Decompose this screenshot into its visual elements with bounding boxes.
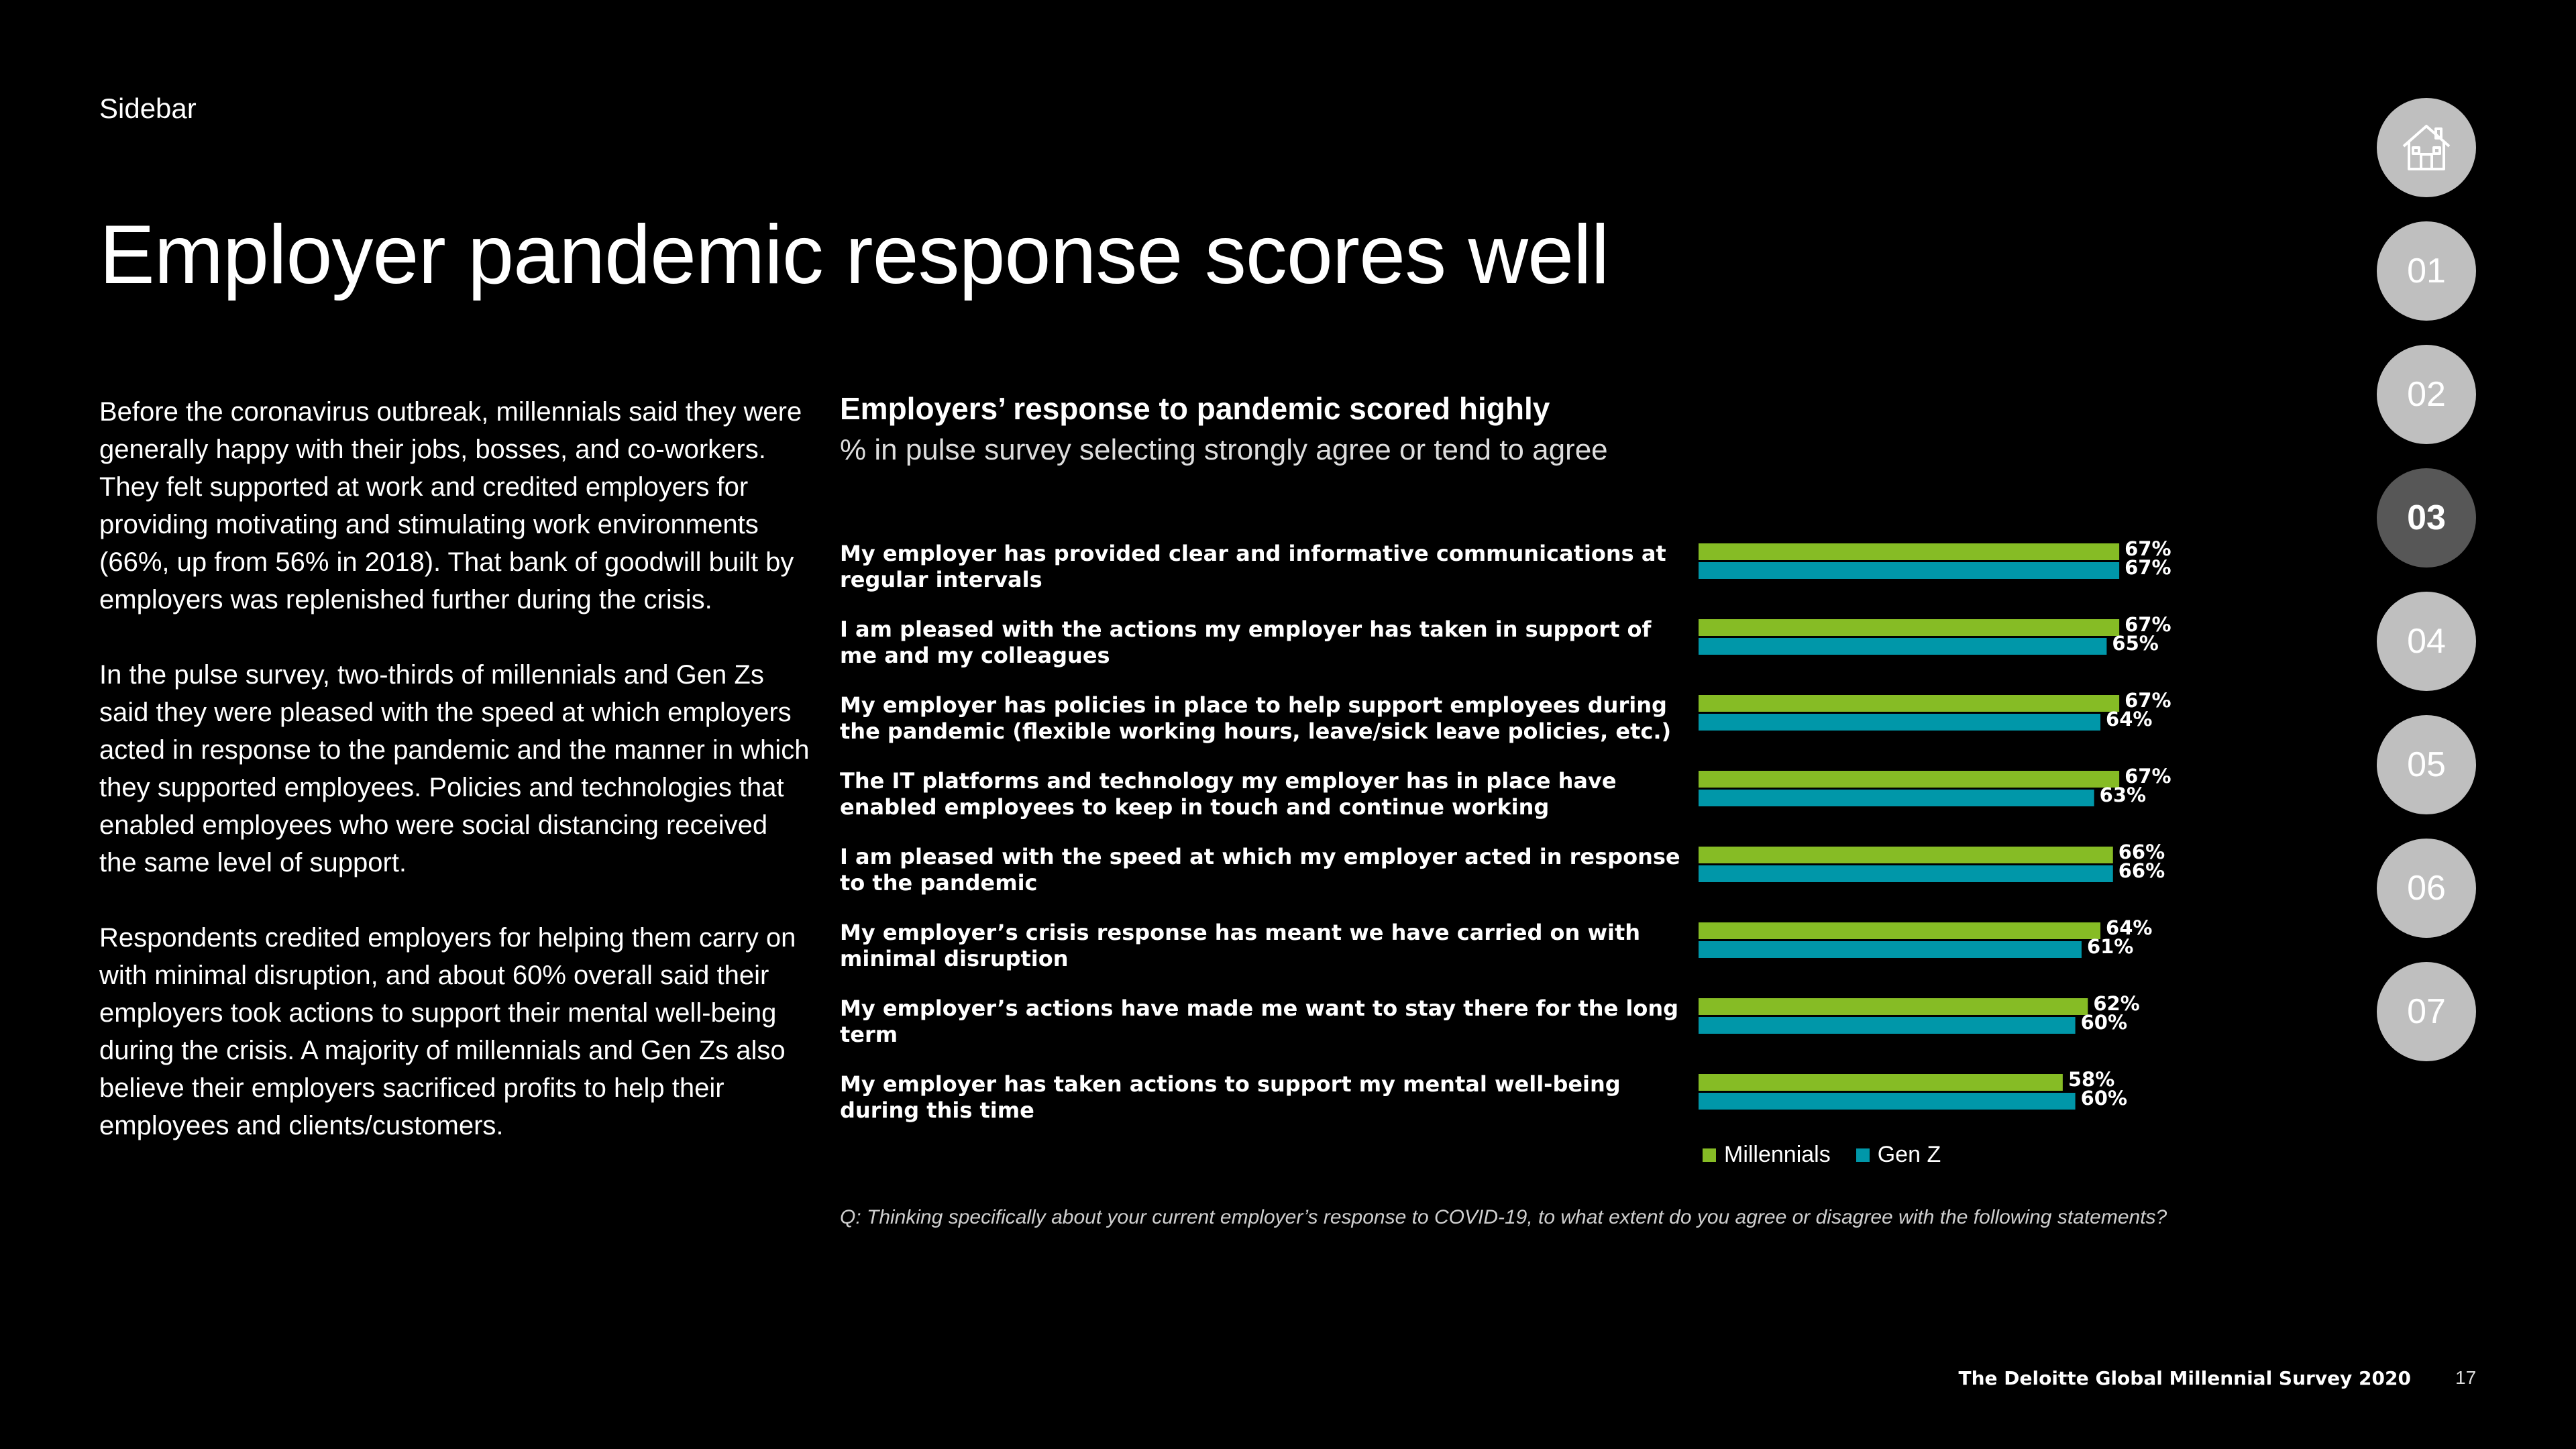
data-label-millennials: 62% (2093, 992, 2140, 1015)
body-paragraph: Respondents credited employers for helping them carry on with minimal disruption, and about 60% overall said their employers took actions to support their mental well-being during the crisis. A majority of millennials and Gen Zs also believe their employers sacrificed profits to help their employees and clients/customers. (99, 923, 796, 1140)
legend-item-millennials (1703, 1142, 1831, 1168)
page-title: Employer pandemic response scores well (99, 209, 1609, 301)
row-label: My employer has taken actions to support my mental well-being during this time (840, 1071, 1621, 1123)
data-label-genz: 60% (2080, 1011, 2128, 1034)
bar-millennials (1699, 922, 2100, 939)
bar-millennials (1699, 847, 2113, 863)
nav-section-04[interactable]: 04 (2377, 592, 2476, 691)
data-label-millennials: 67% (2125, 765, 2171, 788)
row-label: The IT platforms and technology my employer has in place have enabled employees to keep in touch and continue working (840, 768, 1617, 820)
nav-section-02[interactable]: 02 (2377, 345, 2476, 444)
legend-label-millennials: Millennials (1724, 1142, 1831, 1167)
bar-genz (1699, 865, 2113, 882)
bar-genz (1699, 1093, 2076, 1110)
legend-label-genz: Gen Z (1877, 1142, 1941, 1167)
data-label-millennials: 67% (2125, 689, 2171, 712)
data-label-genz: 66% (2118, 859, 2165, 882)
data-label-genz: 64% (2106, 708, 2153, 731)
section-label: Sidebar (99, 93, 197, 124)
home-icon (2396, 117, 2457, 178)
data-label-millennials: 58% (2068, 1068, 2115, 1091)
legend-swatch-genz (1856, 1148, 1870, 1162)
nav-section-03[interactable]: 03 (2377, 468, 2476, 568)
row-label: My employer has policies in place to help support employees during the pandemic (flexible working hours, leave/sick leave policies, etc.) (840, 692, 1672, 744)
bar-genz (1699, 714, 2100, 731)
row-label: My employer has provided clear and informative communications at regular intervals (840, 541, 1666, 592)
body-paragraph: Before the coronavirus outbreak, millennials said they were generally happy with their jobs, bosses, and co-workers. They felt supported at work and credited employers for providing motivating and stimulating work environments (66%, up from 56% in 2018). That bank of goodwill built by employers was replenished further during the crisis. (99, 397, 802, 614)
page-number: 17 (2455, 1367, 2477, 1388)
nav-section-06[interactable]: 06 (2377, 839, 2476, 938)
data-label-genz: 63% (2099, 784, 2147, 806)
row-label: My employer’s crisis response has meant we have carried on with minimal disruption (840, 920, 1641, 971)
chart-legend (1703, 1142, 1957, 1168)
bar-genz (1699, 562, 2119, 579)
chart-subtitle: % in pulse survey selecting strongly agree or tend to agree (840, 433, 1608, 466)
survey-question: Q: Thinking specifically about your current employer’s response to COVID-19, to what extent do you agree or disagree with the following statements? (840, 1206, 2167, 1228)
chart-title: Employers’ response to pandemic scored highly (840, 391, 1550, 426)
data-label-genz: 61% (2086, 935, 2134, 958)
bar-genz (1699, 638, 2106, 655)
legend-swatch-millennials (1703, 1148, 1716, 1162)
row-label: I am pleased with the speed at which my employer acted in response to the pandemic (840, 844, 1680, 896)
row-label: I am pleased with the actions my employer has taken in support of me and my colleagues (840, 616, 1652, 668)
data-label-millennials: 64% (2106, 916, 2153, 939)
bar-genz (1699, 1017, 2076, 1034)
nav-section-07[interactable]: 07 (2377, 962, 2476, 1061)
home-button[interactable] (2377, 98, 2476, 197)
bar-genz (1699, 941, 2082, 958)
footer-publication: The Deloitte Global Millennial Survey 2020 (1958, 1367, 2411, 1389)
bar-millennials (1699, 998, 2088, 1015)
data-label-genz: 65% (2112, 632, 2159, 655)
nav-section-05[interactable]: 05 (2377, 715, 2476, 814)
data-label-genz: 67% (2125, 556, 2171, 579)
bar-millennials (1699, 771, 2119, 788)
bar-millennials (1699, 1074, 2063, 1091)
data-label-millennials: 67% (2125, 537, 2171, 560)
bar-millennials (1699, 543, 2119, 560)
nav-section-01[interactable]: 01 (2377, 221, 2476, 321)
row-label: My employer’s actions have made me want to stay there for the long term (840, 996, 1679, 1047)
bar-genz (1699, 790, 2094, 806)
data-label-genz: 60% (2080, 1087, 2128, 1110)
legend-item-genz (1856, 1142, 1941, 1168)
bar-millennials (1699, 619, 2119, 636)
bar-millennials (1699, 695, 2119, 712)
data-label-millennials: 67% (2125, 613, 2171, 636)
data-label-millennials: 66% (2118, 841, 2165, 863)
body-paragraph: In the pulse survey, two-thirds of millennials and Gen Zs said they were pleased with the speed at which employers acted in response to the pandemic and the manner in which they supported employees. Policies and technologies that enabled employees who were social distancing received the same level of support. (99, 660, 810, 877)
